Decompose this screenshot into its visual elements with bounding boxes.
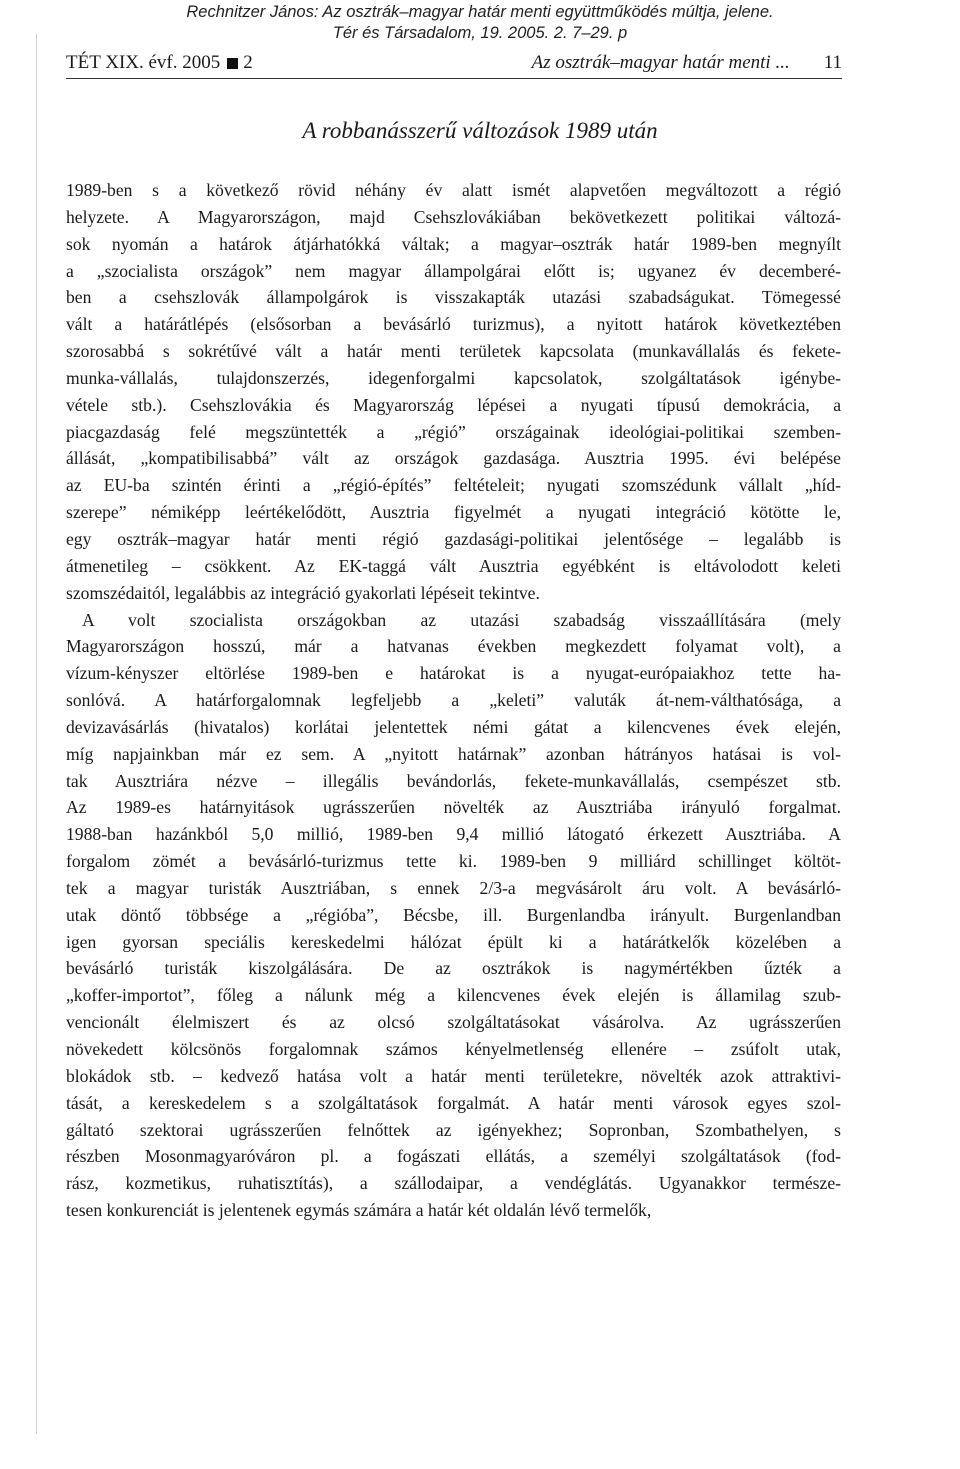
page-number: 11	[823, 52, 842, 73]
text-line: Magyarországon hosszú, már a hatvanas években megkezdett folyamat volt), a	[66, 636, 841, 657]
text-line: vált a határátlépés (elsősorban a bevásárló turizmus), a nyitott határok következtében	[66, 314, 841, 335]
running-header-title-block	[532, 52, 842, 74]
section-heading: A robbanásszerű változások 1989 után	[302, 118, 658, 143]
paragraph-1	[66, 177, 841, 607]
paragraph-2	[66, 607, 841, 1224]
left-margin-rule	[36, 34, 37, 1434]
issue-number: 2	[243, 52, 253, 73]
square-bullet-icon	[227, 58, 238, 69]
text-line: sok nyomán a határok átjárhatókká váltak; a magyar–osztrák határ 1989-ben megnyílt	[66, 233, 841, 254]
text-line: devizavásárlás (hivatalos) korlátai jelentettek némi gátat a kilencvenes évek elején,	[66, 716, 841, 737]
text-line: állását, „kompatibilisabbá” vált az országok gazdasága. Ausztria 1995. évi belépése	[66, 448, 841, 469]
citation-header	[0, 2, 960, 44]
text-line: sonlóvá. A határforgalomnak legfeljebb a „keleti” valuták át-nem-válthatósága, a	[66, 690, 841, 711]
text-line: vencionált élelmiszert és az olcsó szolgáltatásokat vásárolva. Az ugrásszerűen	[66, 1012, 841, 1033]
text-line: helyzete. A Magyarországon, majd Csehszlovákiában bekövetkezett politikai változá-	[66, 206, 841, 227]
text-line: „koffer-importot”, főleg a nálunk még a kilencvenes évek elején is államilag szub-	[66, 985, 841, 1006]
text-line: szorosabbá s sokrétűvé vált a határ menti területek kapcsolata (munkavállalás és fekete-	[66, 341, 841, 362]
text-line: blokádok stb. – kedvező hatása volt a határ menti területekre, növelték azok attraktivi-	[66, 1065, 841, 1086]
text-line: részben Mosonmagyaróváron pl. a fogászati ellátás, a személyi szolgáltatások (fod-	[66, 1146, 841, 1167]
text-line: ben a csehszlovák állampolgárok is visszakapták utazási szabadságukat. Tömegessé	[66, 287, 841, 308]
text-line: vízum-kényszer eltörlése 1989-ben e határokat is a nyugat-európaiakhoz tette ha-	[66, 663, 841, 684]
text-line: vétele stb.). Csehszlovákia és Magyarország lépései a nyugati típusú demokrácia, a	[66, 394, 841, 415]
text-line: szerepe” némiképp leértékelődött, Ausztria figyelmét a nyugati integráció kötötte le,	[66, 502, 841, 523]
citation-line-2: Tér és Társadalom, 19. 2005. 2. 7–29. p	[332, 24, 628, 42]
text-line: a „szocialista országok” nem magyar állampolgárai előtt is; ugyanez év decemberé-	[66, 260, 841, 281]
running-title: Az osztrák–magyar határ menti ...	[531, 52, 790, 73]
text-line: míg napjainkban már ez sem. A „nyitott határnak” azonban hátrányos hatásai is vol-	[66, 743, 841, 764]
text-line: tását, a kereskedelem s a szolgáltatások forgalmát. A határ menti városok egyes szol-	[66, 1092, 841, 1113]
text-line: 1989-ben s a következő rövid néhány év alatt ismét alapvetően megváltozott a régió	[66, 180, 841, 200]
text-line: rász, kozmetikus, ruhatisztítás), a szállodaipar, a vendéglátás. Ugyanakkor természe-	[66, 1173, 841, 1194]
text-line: forgalom zömét a bevásárló-turizmus tette ki. 1989-ben 9 milliárd schillinget költöt-	[66, 851, 841, 872]
text-line: egy osztrák–magyar határ menti régió gazdasági-politikai jelentősége – legalább is	[66, 528, 841, 549]
journal-label: TÉT XIX. évf. 2005	[66, 52, 221, 73]
text-line: piacgazdaság felé megszüntették a „régió” országainak ideológiai-politikai szemben-	[66, 421, 841, 442]
text-line: bevásárló turisták kiszolgálására. De az osztrákok is nagymértékben űzték a	[66, 958, 841, 979]
text-line: utak döntő többsége a „régióba”, Bécsbe, ill. Burgenlandba irányult. Burgenlandban	[66, 904, 841, 925]
running-header-journal-block	[66, 52, 253, 74]
text-line: munka-vállalás, tulajdonszerzés, idegenforgalmi kapcsolatok, szolgáltatások igénybe-	[66, 367, 841, 388]
text-line: Az 1989-es határnyitások ugrásszerűen növelték az Ausztriába irányuló forgalmat.	[66, 797, 841, 818]
text-line: igen gyorsan speciális kereskedelmi hálózat épült ki a határátkelők közelében a	[66, 931, 841, 952]
citation-line-1: Rechnitzer János: Az osztrák–magyar határ menti együttműködés múltja, jelene.	[186, 3, 774, 21]
text-line: tek a magyar turisták Ausztriában, s ennek 2/3-a megvásárolt áru volt. A bevásárló-	[66, 877, 841, 898]
text-line: A volt szocialista országokban az utazási szabadság visszaállítására (mely	[82, 609, 841, 630]
text-line: szomszédaitól, legalábbis az integráció gyakorlati lépéseit tekintve.	[66, 582, 540, 603]
text-line: tesen konkurenciát is jelentenek egymás számára a határ két oldalán lévő termelők,	[66, 1200, 652, 1221]
text-line: gáltató szektorai ugrásszerűen felnőttek az igényekhez; Sopronban, Szombathelyen, s	[66, 1119, 841, 1140]
text-line: tak Ausztriára nézve – illegális bevándorlás, fekete-munkavállalás, csempészet stb.	[66, 770, 841, 791]
text-line: 1988-ban hazánkból 5,0 millió, 1989-ben 9,4 millió látogató érkezett Ausztriába. A	[66, 824, 841, 845]
text-line: az EU-ba szintén érinti a „régió-építés” feltételeit; nyugati szomszédunk vállalt „híd-	[66, 475, 841, 496]
text-line: átmenetileg – csökkent. Az EK-taggá vált Ausztria egyébként is eltávolodott keleti	[66, 555, 841, 576]
text-line: növekedett kölcsönös forgalomnak számos kényelmetlenség ellenére – zsúfolt utak,	[66, 1039, 841, 1059]
running-header	[66, 52, 842, 79]
body-text	[66, 177, 841, 1224]
